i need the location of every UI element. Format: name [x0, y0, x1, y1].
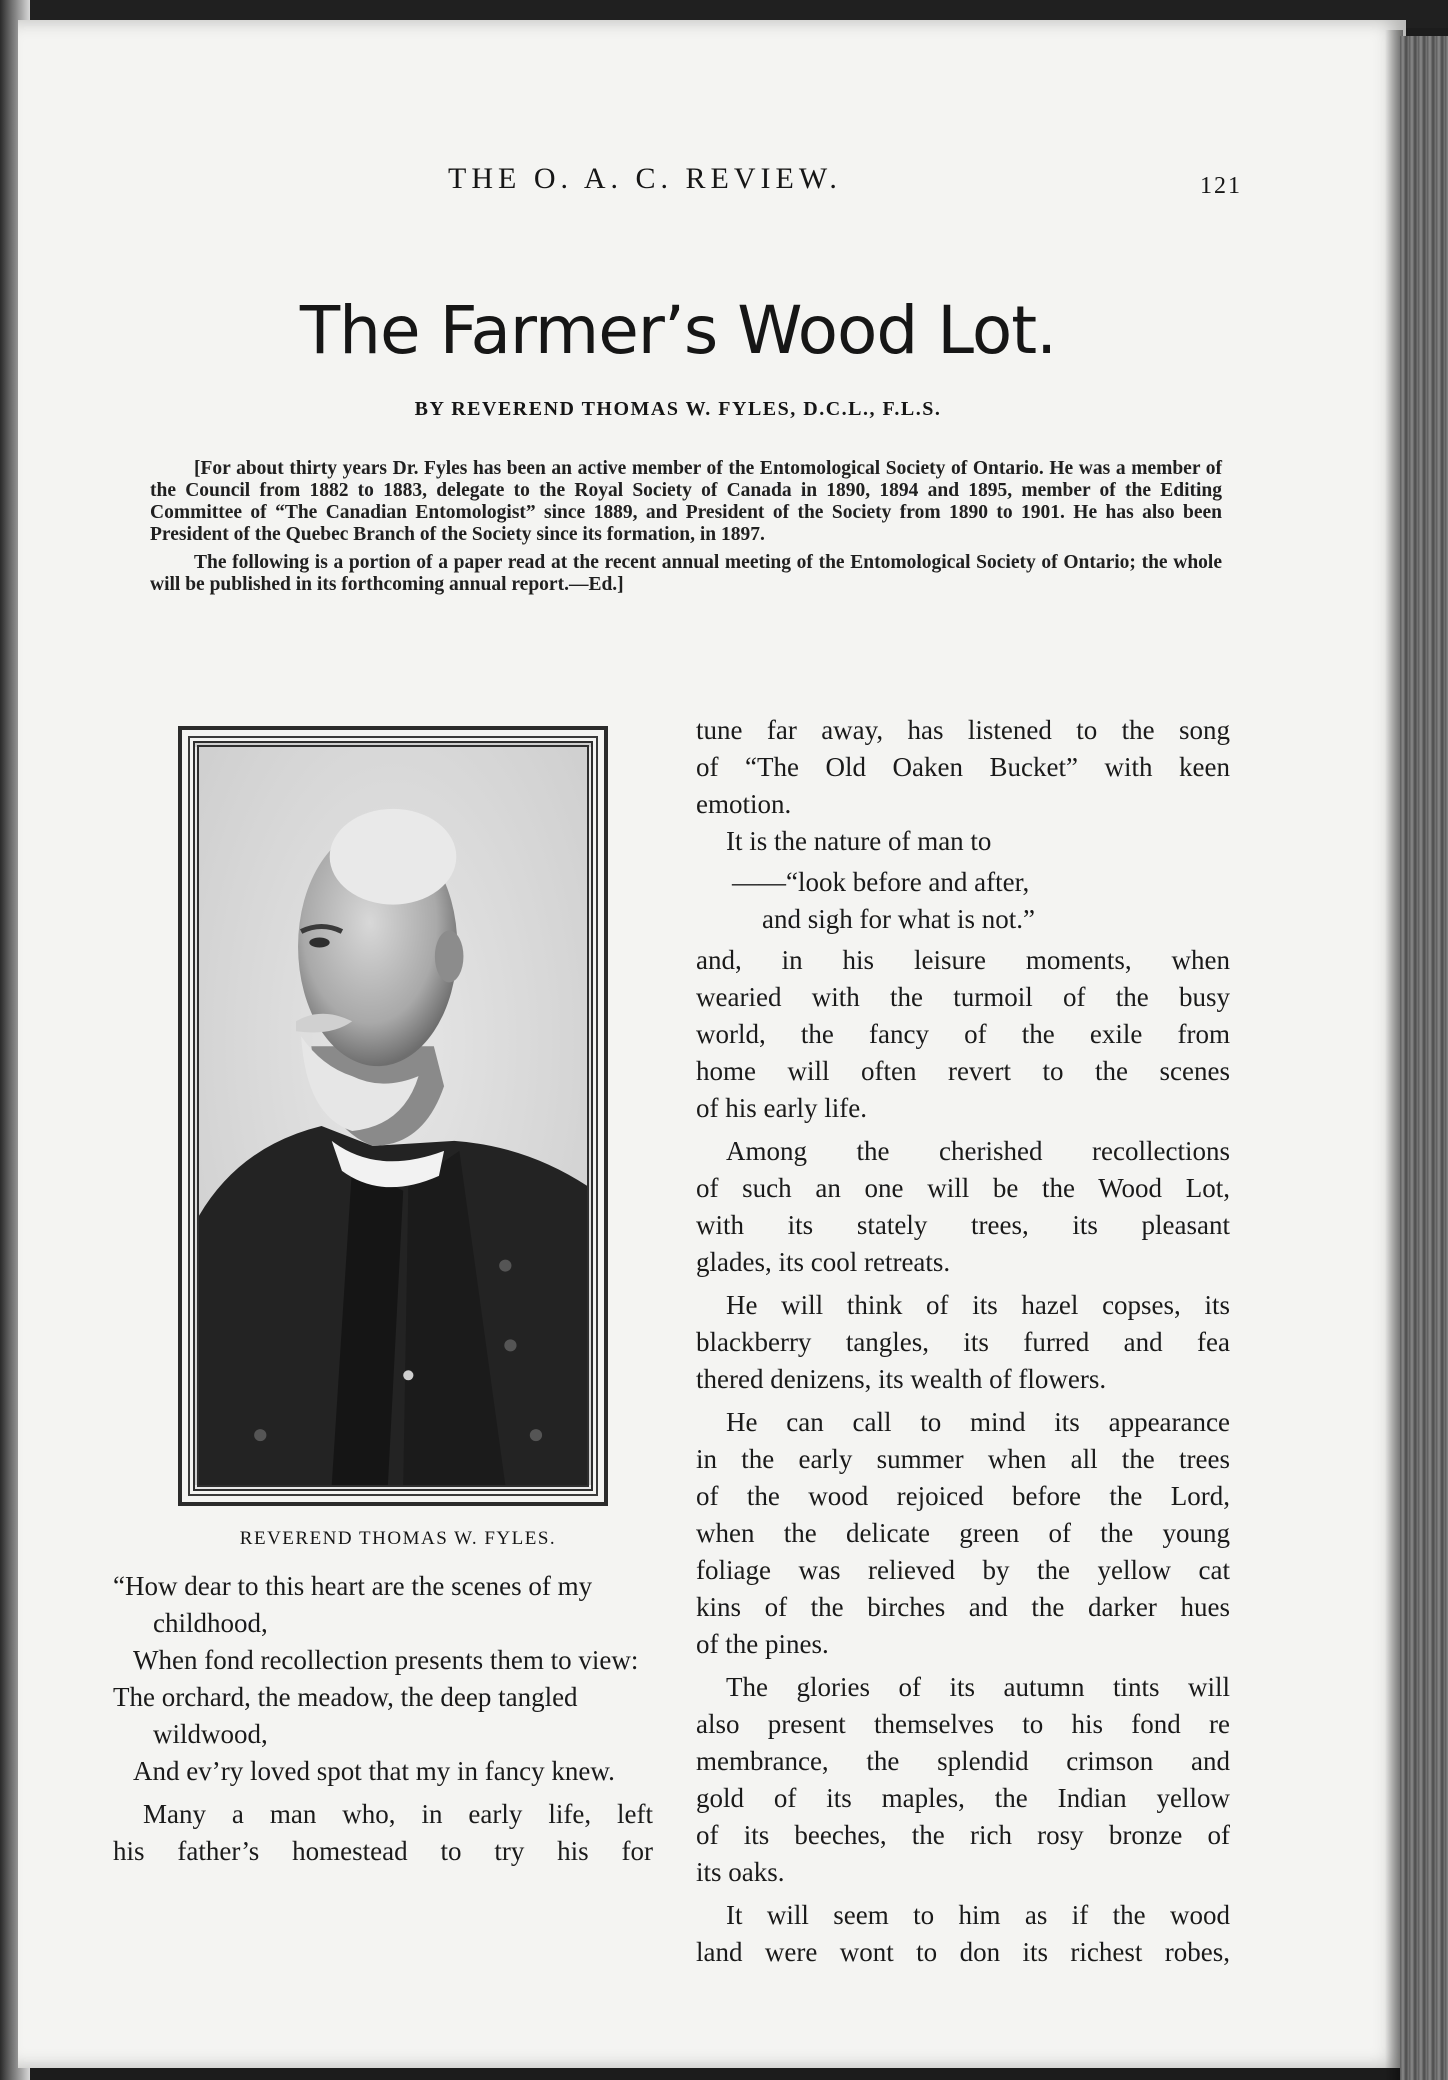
text-line: kins of the birches and the darker hues [696, 1592, 1230, 1622]
text-line: tune far away, has listened to the song [696, 715, 1230, 745]
text-line: He can call to mind its appearance [726, 1407, 1230, 1437]
article-title: The Farmer’s Wood Lot. [299, 292, 1057, 369]
page-number: 121 [1200, 173, 1242, 199]
text-line: thered denizens, its wealth of flowers. [696, 1364, 1107, 1394]
text-line: of the wood rejoiced before the Lord, [696, 1481, 1230, 1511]
text-line: He will think of its hazel copses, its [726, 1290, 1230, 1320]
text-line: wearied with the turmoil of the busy [696, 982, 1230, 1012]
verse-line: And ev’ry loved spot that my in fancy knew. [133, 1756, 615, 1786]
portrait-photo [193, 741, 593, 1491]
text-line: in the early summer when all the trees [696, 1444, 1230, 1474]
portrait-frame [178, 726, 608, 1506]
verse-line: “How dear to this heart are the scenes of my childhood, [113, 1571, 593, 1638]
left-column [113, 1568, 653, 1870]
text-line: It is the nature of man to [726, 826, 992, 856]
verse-line: The orchard, the meadow, the deep tangled wildwood, [113, 1682, 578, 1749]
text-line: with its stately trees, its pleasant [696, 1210, 1230, 1240]
text-line: emotion. [696, 789, 792, 819]
right-column [696, 712, 1230, 1971]
book-page-edges [1400, 36, 1448, 2080]
text-line: his father’s homestead to try his for [113, 1836, 653, 1866]
portrait-caption: REVEREND THOMAS W. FYLES. [239, 1528, 557, 1549]
running-head: THE O. A. C. REVIEW. [448, 162, 842, 195]
text-line: The glories of its autumn tints will [726, 1672, 1230, 1702]
text-line: It will seem to him as if the wood [726, 1900, 1230, 1930]
text-line: when the delicate green of the young [696, 1518, 1230, 1548]
text-line: blackberry tangles, its furred and fea [696, 1327, 1230, 1357]
poem-line: ——“look before and after, [732, 867, 1030, 897]
text-line: Many a man who, in early life, left [143, 1799, 653, 1829]
text-line: home will often revert to the scenes [696, 1056, 1230, 1086]
text-line: of “The Old Oaken Bucket” with keen [696, 752, 1230, 782]
text-line: Among the cherished recollections [726, 1136, 1230, 1166]
text-line: also present themselves to his fond re [696, 1709, 1230, 1739]
text-line: membrance, the splendid crimson and [696, 1746, 1230, 1776]
text-line: land were wont to don its richest robes, [696, 1937, 1230, 1967]
editor-note-paragraph: [For about thirty years Dr. Fyles has been an active member of the Entomological Society of Ontario. He was a member of the Council from 1882 to 1883, delegate to the Royal Society of Canada in 1890, 1894 and 1895, member of the Editing Committee of “The Canadian Entomologist” since 1889, and President of the Society from 1890 to 1901. He has also been President of the Quebec Branch of the Society since its formation, in 1897. [150, 458, 1222, 545]
text-line: of such an one will be the Wood Lot, [696, 1173, 1230, 1203]
byline: BY REVEREND THOMAS W. FYLES, D.C.L., F.L.S. [414, 398, 942, 420]
text-line: glades, its cool retreats. [696, 1247, 951, 1277]
verse-line: When fond recollection presents them to view: [133, 1645, 639, 1675]
editor-note [150, 458, 1222, 596]
text-line: foliage was relieved by the yellow cat [696, 1555, 1230, 1585]
book-page [18, 20, 1406, 2068]
text-line: its oaks. [696, 1857, 785, 1887]
text-line: and, in his leisure moments, when [696, 945, 1230, 975]
text-line: of the pines. [696, 1629, 829, 1659]
editor-note-paragraph: The following is a portion of a paper read at the recent annual meeting of the Entomological Society of Ontario; the whole will be published in its forthcoming annual report.—Ed.] [150, 552, 1222, 595]
text-line: of his early life. [696, 1093, 867, 1123]
portrait-illustration [199, 747, 587, 1485]
text-line: of its beeches, the rich rosy bronze of [696, 1820, 1230, 1850]
text-line: world, the fancy of the exile from [696, 1019, 1230, 1049]
text-line: gold of its maples, the Indian yellow [696, 1783, 1230, 1813]
quoted-poem [696, 864, 1230, 938]
poem-line: and sigh for what is not.” [762, 904, 1035, 934]
